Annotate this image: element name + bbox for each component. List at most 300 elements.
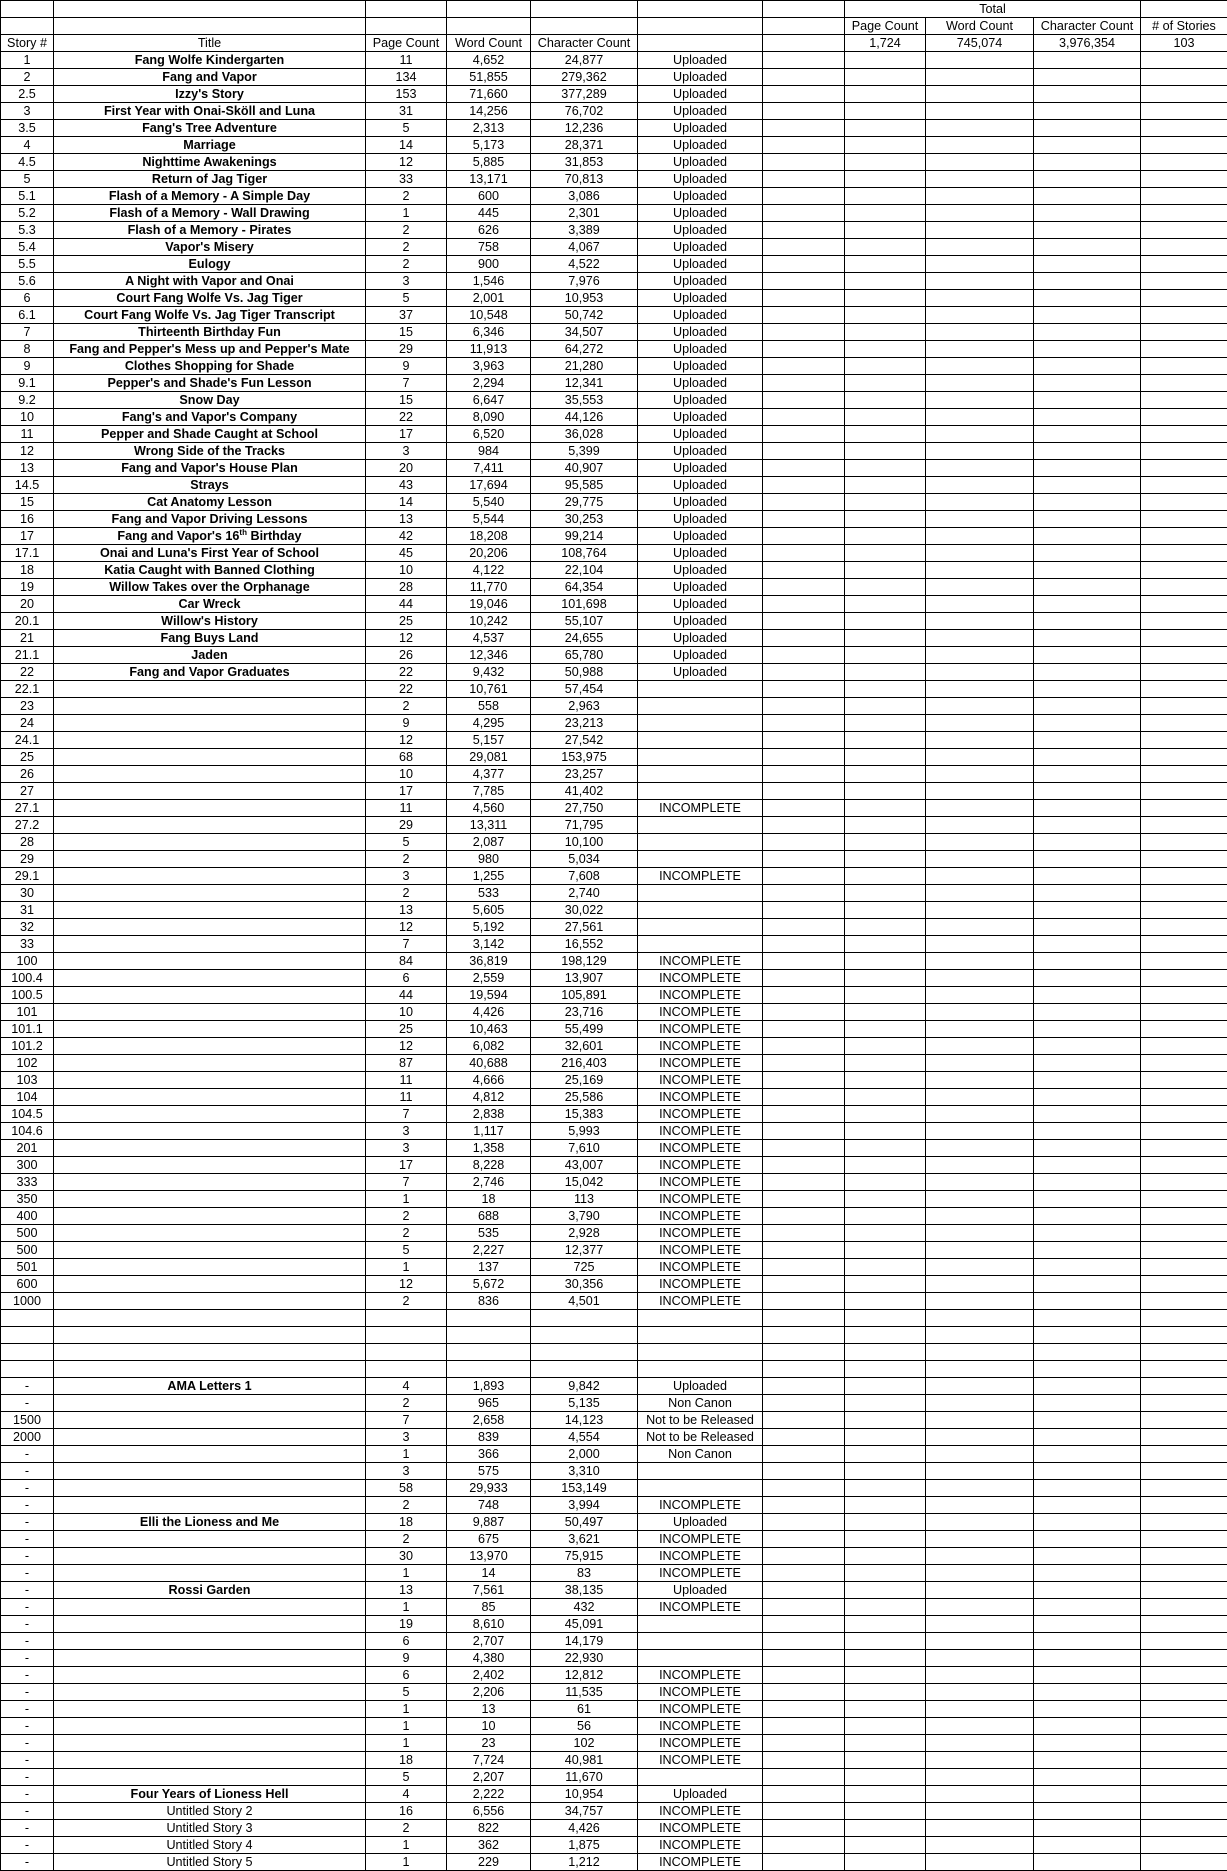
empty-cell[interactable] xyxy=(1141,1344,1227,1361)
empty-cell[interactable] xyxy=(763,171,845,188)
empty-cell[interactable] xyxy=(845,1803,926,1820)
status-cell[interactable]: Uploaded xyxy=(638,324,763,341)
empty-cell[interactable] xyxy=(845,1072,926,1089)
status-cell[interactable]: Uploaded xyxy=(638,375,763,392)
page-count-cell[interactable]: 3 xyxy=(366,1429,447,1446)
story-number-cell[interactable]: 100 xyxy=(1,953,54,970)
word-count-cell[interactable]: 5,605 xyxy=(447,902,531,919)
story-number-cell[interactable]: - xyxy=(1,1446,54,1463)
story-number-cell[interactable]: - xyxy=(1,1582,54,1599)
character-count-cell[interactable]: 4,554 xyxy=(531,1429,638,1446)
word-count-cell[interactable]: 5,157 xyxy=(447,732,531,749)
empty-cell[interactable] xyxy=(845,1174,926,1191)
story-number-cell[interactable]: - xyxy=(1,1854,54,1871)
status-cell[interactable]: Uploaded xyxy=(638,358,763,375)
empty-cell[interactable] xyxy=(763,1004,845,1021)
empty-cell[interactable] xyxy=(926,681,1034,698)
story-number-cell[interactable]: - xyxy=(1,1514,54,1531)
story-number-cell[interactable]: 6 xyxy=(1,290,54,307)
empty-cell[interactable] xyxy=(1034,868,1141,885)
empty-cell[interactable] xyxy=(763,1242,845,1259)
empty-cell[interactable] xyxy=(763,375,845,392)
word-count-cell[interactable]: 71,660 xyxy=(447,86,531,103)
empty-cell[interactable] xyxy=(845,562,926,579)
empty-cell[interactable] xyxy=(1034,783,1141,800)
word-count-cell[interactable]: 7,724 xyxy=(447,1752,531,1769)
empty-cell[interactable] xyxy=(845,1225,926,1242)
empty-cell[interactable] xyxy=(1034,392,1141,409)
empty-cell[interactable] xyxy=(1141,1293,1227,1310)
empty-cell[interactable] xyxy=(1034,324,1141,341)
empty-cell[interactable] xyxy=(763,647,845,664)
word-count-cell[interactable]: 13,970 xyxy=(447,1548,531,1565)
empty-cell[interactable] xyxy=(845,1208,926,1225)
empty-cell[interactable] xyxy=(926,409,1034,426)
title-cell[interactable]: Court Fang Wolfe Vs. Jag Tiger xyxy=(54,290,366,307)
empty-cell[interactable] xyxy=(926,885,1034,902)
empty-cell[interactable] xyxy=(1034,1446,1141,1463)
character-count-cell[interactable]: 10,100 xyxy=(531,834,638,851)
word-count-cell[interactable]: 2,227 xyxy=(447,1242,531,1259)
empty-cell[interactable] xyxy=(763,1650,845,1667)
word-count-cell[interactable]: 29,933 xyxy=(447,1480,531,1497)
story-number-cell[interactable]: 27.2 xyxy=(1,817,54,834)
status-cell[interactable]: INCOMPLETE xyxy=(638,1123,763,1140)
title-cell[interactable] xyxy=(54,1446,366,1463)
word-count-cell[interactable]: 10,242 xyxy=(447,613,531,630)
empty-cell[interactable] xyxy=(763,953,845,970)
empty-cell[interactable] xyxy=(845,273,926,290)
status-cell[interactable]: Uploaded xyxy=(638,222,763,239)
character-count-cell[interactable]: 9,842 xyxy=(531,1378,638,1395)
story-number-cell[interactable]: 6.1 xyxy=(1,307,54,324)
word-count-cell[interactable]: 12,346 xyxy=(447,647,531,664)
story-number-cell[interactable]: 22.1 xyxy=(1,681,54,698)
empty-cell[interactable] xyxy=(926,1565,1034,1582)
character-count-cell[interactable]: 41,402 xyxy=(531,783,638,800)
status-cell[interactable] xyxy=(638,1650,763,1667)
empty-cell[interactable] xyxy=(1141,1276,1227,1293)
empty-cell[interactable] xyxy=(1034,69,1141,86)
empty-cell[interactable] xyxy=(845,1395,926,1412)
word-count-cell[interactable]: 2,294 xyxy=(447,375,531,392)
character-count-cell[interactable]: 4,522 xyxy=(531,256,638,273)
page-count-cell[interactable]: 2 xyxy=(366,256,447,273)
title-cell[interactable] xyxy=(54,528,366,545)
word-count-cell[interactable]: 6,082 xyxy=(447,1038,531,1055)
empty-cell[interactable] xyxy=(845,1242,926,1259)
empty-cell[interactable] xyxy=(1141,511,1227,528)
empty-cell[interactable] xyxy=(763,1038,845,1055)
empty-cell[interactable] xyxy=(763,1463,845,1480)
page-count-cell[interactable]: 37 xyxy=(366,307,447,324)
story-number-cell[interactable]: 5 xyxy=(1,171,54,188)
character-count-cell[interactable]: 153,975 xyxy=(531,749,638,766)
story-number-cell[interactable]: - xyxy=(1,1599,54,1616)
word-count-cell[interactable]: 2,402 xyxy=(447,1667,531,1684)
empty-cell[interactable] xyxy=(926,1837,1034,1854)
word-count-cell[interactable]: 14 xyxy=(447,1565,531,1582)
empty-cell[interactable] xyxy=(845,545,926,562)
empty-cell[interactable] xyxy=(1034,1378,1141,1395)
empty-cell[interactable] xyxy=(845,1684,926,1701)
word-count-cell[interactable]: 85 xyxy=(447,1599,531,1616)
title-cell[interactable]: Court Fang Wolfe Vs. Jag Tiger Transcript xyxy=(54,307,366,324)
page-count-cell[interactable]: 1 xyxy=(366,1735,447,1752)
empty-cell[interactable] xyxy=(845,1327,926,1344)
character-count-cell[interactable]: 27,542 xyxy=(531,732,638,749)
empty-cell[interactable] xyxy=(763,188,845,205)
empty-cell[interactable] xyxy=(845,239,926,256)
empty-cell[interactable] xyxy=(763,409,845,426)
character-count-cell[interactable]: 3,994 xyxy=(531,1497,638,1514)
word-count-cell[interactable]: 5,173 xyxy=(447,137,531,154)
empty-cell[interactable] xyxy=(845,511,926,528)
empty-cell[interactable] xyxy=(845,1157,926,1174)
empty-cell[interactable] xyxy=(926,426,1034,443)
status-cell[interactable] xyxy=(638,681,763,698)
empty-cell[interactable] xyxy=(1034,630,1141,647)
character-count-cell[interactable]: 3,389 xyxy=(531,222,638,239)
title-cell[interactable]: Untitled Story 4 xyxy=(54,1837,366,1854)
empty-cell[interactable] xyxy=(1141,1412,1227,1429)
title-cell[interactable] xyxy=(54,953,366,970)
page-count-cell[interactable]: 134 xyxy=(366,69,447,86)
empty-cell[interactable] xyxy=(763,341,845,358)
title-cell[interactable]: Clothes Shopping for Shade xyxy=(54,358,366,375)
empty-cell[interactable] xyxy=(926,1514,1034,1531)
status-cell[interactable] xyxy=(638,1463,763,1480)
story-number-cell[interactable]: 32 xyxy=(1,919,54,936)
character-count-cell[interactable]: 76,702 xyxy=(531,103,638,120)
word-count-cell[interactable]: 900 xyxy=(447,256,531,273)
status-cell[interactable]: Uploaded xyxy=(638,545,763,562)
page-count-cell[interactable]: 22 xyxy=(366,664,447,681)
total-words-header[interactable]: Word Count xyxy=(926,18,1034,35)
empty-cell[interactable] xyxy=(763,324,845,341)
page-count-cell[interactable]: 11 xyxy=(366,1089,447,1106)
story-number-cell[interactable]: 102 xyxy=(1,1055,54,1072)
empty-cell[interactable] xyxy=(1034,52,1141,69)
word-count-cell[interactable]: 4,560 xyxy=(447,800,531,817)
page-count-cell[interactable]: 12 xyxy=(366,732,447,749)
story-number-cell[interactable]: 4 xyxy=(1,137,54,154)
character-count-cell[interactable]: 44,126 xyxy=(531,409,638,426)
title-cell[interactable]: AMA Letters 1 xyxy=(54,1378,366,1395)
empty-cell[interactable] xyxy=(926,188,1034,205)
empty-cell[interactable] xyxy=(1141,817,1227,834)
status-cell[interactable]: INCOMPLETE xyxy=(638,1497,763,1514)
character-count-cell[interactable]: 64,354 xyxy=(531,579,638,596)
character-count-cell[interactable]: 50,988 xyxy=(531,664,638,681)
page-count-cell[interactable]: 19 xyxy=(366,1616,447,1633)
status-cell[interactable]: INCOMPLETE xyxy=(638,1803,763,1820)
page-count-cell[interactable]: 1 xyxy=(366,1854,447,1871)
empty-cell[interactable] xyxy=(1141,1089,1227,1106)
page-count-cell[interactable]: 2 xyxy=(366,698,447,715)
character-count-cell[interactable]: 14,179 xyxy=(531,1633,638,1650)
empty-cell[interactable] xyxy=(1141,851,1227,868)
empty-cell[interactable] xyxy=(763,1378,845,1395)
empty-cell[interactable] xyxy=(763,69,845,86)
word-count-cell[interactable]: 7,785 xyxy=(447,783,531,800)
page-count-cell[interactable]: 29 xyxy=(366,341,447,358)
empty-cell[interactable] xyxy=(926,1055,1034,1072)
empty-cell[interactable] xyxy=(1034,800,1141,817)
empty-cell[interactable] xyxy=(1034,1004,1141,1021)
empty-cell[interactable] xyxy=(926,154,1034,171)
story-number-cell[interactable]: 5.5 xyxy=(1,256,54,273)
title-cell[interactable] xyxy=(54,1208,366,1225)
story-number-cell[interactable]: 9.2 xyxy=(1,392,54,409)
empty-cell[interactable] xyxy=(763,1276,845,1293)
page-count-cell[interactable]: 10 xyxy=(366,1004,447,1021)
word-count-cell[interactable]: 1,893 xyxy=(447,1378,531,1395)
empty-cell[interactable] xyxy=(926,715,1034,732)
empty-cell[interactable] xyxy=(1141,1565,1227,1582)
character-count-cell[interactable]: 50,742 xyxy=(531,307,638,324)
page-count-cell[interactable]: 44 xyxy=(366,987,447,1004)
empty-cell[interactable] xyxy=(1141,647,1227,664)
word-count-cell[interactable]: 758 xyxy=(447,239,531,256)
empty-cell[interactable] xyxy=(1034,460,1141,477)
empty-cell[interactable] xyxy=(845,1038,926,1055)
empty-cell[interactable] xyxy=(1034,1429,1141,1446)
story-number-cell[interactable]: - xyxy=(1,1480,54,1497)
character-count-cell[interactable]: 23,213 xyxy=(531,715,638,732)
empty-cell[interactable] xyxy=(1034,1327,1141,1344)
empty-cell[interactable] xyxy=(926,86,1034,103)
word-count-cell[interactable]: 558 xyxy=(447,698,531,715)
empty-cell[interactable] xyxy=(845,732,926,749)
status-cell[interactable]: INCOMPLETE xyxy=(638,1106,763,1123)
empty-cell[interactable] xyxy=(1141,120,1227,137)
empty-cell[interactable] xyxy=(845,1089,926,1106)
status-cell[interactable] xyxy=(638,885,763,902)
empty-cell[interactable] xyxy=(763,970,845,987)
empty-cell[interactable] xyxy=(926,1633,1034,1650)
page-count-cell[interactable]: 7 xyxy=(366,375,447,392)
page-count-cell[interactable]: 6 xyxy=(366,1667,447,1684)
word-count-cell[interactable]: 6,647 xyxy=(447,392,531,409)
page-count-cell[interactable]: 1 xyxy=(366,205,447,222)
empty-cell[interactable] xyxy=(1,1327,54,1344)
empty-cell[interactable] xyxy=(763,511,845,528)
title-cell[interactable] xyxy=(54,970,366,987)
empty-cell[interactable] xyxy=(1141,885,1227,902)
story-number-cell[interactable]: - xyxy=(1,1616,54,1633)
empty-cell[interactable] xyxy=(763,1055,845,1072)
page-count-cell[interactable]: 153 xyxy=(366,86,447,103)
empty-cell[interactable] xyxy=(1141,239,1227,256)
empty-cell[interactable] xyxy=(845,86,926,103)
story-number-cell[interactable]: 600 xyxy=(1,1276,54,1293)
title-cell[interactable] xyxy=(54,1395,366,1412)
empty-cell[interactable] xyxy=(1141,681,1227,698)
total-stories-header[interactable]: # of Stories xyxy=(1141,18,1227,35)
title-cell[interactable] xyxy=(54,1667,366,1684)
empty-cell[interactable] xyxy=(1034,817,1141,834)
story-number-cell[interactable]: 100.4 xyxy=(1,970,54,987)
word-count-cell[interactable]: 4,122 xyxy=(447,562,531,579)
title-cell[interactable]: Pepper's and Shade's Fun Lesson xyxy=(54,375,366,392)
character-count-cell[interactable]: 50,497 xyxy=(531,1514,638,1531)
empty-cell[interactable] xyxy=(1141,834,1227,851)
status-cell[interactable] xyxy=(638,851,763,868)
page-count-cell[interactable]: 12 xyxy=(366,1038,447,1055)
title-cell[interactable] xyxy=(54,1701,366,1718)
empty-cell[interactable] xyxy=(845,987,926,1004)
empty-cell[interactable] xyxy=(1034,1667,1141,1684)
status-cell[interactable]: Uploaded xyxy=(638,596,763,613)
page-count-cell[interactable]: 14 xyxy=(366,494,447,511)
character-count-cell[interactable]: 83 xyxy=(531,1565,638,1582)
word-count-cell[interactable]: 575 xyxy=(447,1463,531,1480)
character-count-cell[interactable]: 105,891 xyxy=(531,987,638,1004)
empty-cell[interactable] xyxy=(366,1344,447,1361)
empty-cell[interactable] xyxy=(926,664,1034,681)
character-count-cell[interactable]: 11,535 xyxy=(531,1684,638,1701)
page-count-cell[interactable]: 1 xyxy=(366,1837,447,1854)
empty-cell[interactable] xyxy=(638,1361,763,1378)
word-count-cell[interactable]: 2,001 xyxy=(447,290,531,307)
empty-cell[interactable] xyxy=(1034,205,1141,222)
word-count-cell[interactable]: 8,610 xyxy=(447,1616,531,1633)
title-cell[interactable]: Eulogy xyxy=(54,256,366,273)
empty-cell[interactable] xyxy=(845,579,926,596)
title-cell[interactable] xyxy=(54,783,366,800)
empty-cell[interactable] xyxy=(1034,1157,1141,1174)
character-count-cell[interactable]: 3,790 xyxy=(531,1208,638,1225)
total-words-value[interactable]: 745,074 xyxy=(926,35,1034,52)
empty-cell[interactable] xyxy=(1034,171,1141,188)
title-cell[interactable]: Fang Wolfe Kindergarten xyxy=(54,52,366,69)
word-count-cell[interactable]: 14,256 xyxy=(447,103,531,120)
page-count-cell[interactable]: 5 xyxy=(366,120,447,137)
word-count-cell[interactable]: 362 xyxy=(447,1837,531,1854)
word-count-cell[interactable]: 980 xyxy=(447,851,531,868)
character-count-cell[interactable]: 12,341 xyxy=(531,375,638,392)
empty-cell[interactable] xyxy=(1034,698,1141,715)
word-count-cell[interactable]: 19,594 xyxy=(447,987,531,1004)
empty-cell[interactable] xyxy=(1141,528,1227,545)
empty-cell[interactable] xyxy=(1141,1650,1227,1667)
story-number-cell[interactable]: 501 xyxy=(1,1259,54,1276)
empty-cell[interactable] xyxy=(845,188,926,205)
empty-cell[interactable] xyxy=(1141,1327,1227,1344)
word-count-cell[interactable]: 4,652 xyxy=(447,52,531,69)
empty-cell[interactable] xyxy=(763,868,845,885)
story-number-cell[interactable]: - xyxy=(1,1803,54,1820)
empty-cell[interactable] xyxy=(1141,868,1227,885)
story-number-cell[interactable]: 9.1 xyxy=(1,375,54,392)
empty-cell[interactable] xyxy=(1034,1361,1141,1378)
title-cell[interactable] xyxy=(54,1259,366,1276)
status-cell[interactable]: INCOMPLETE xyxy=(638,1225,763,1242)
story-number-cell[interactable]: 33 xyxy=(1,936,54,953)
title-cell[interactable]: Untitled Story 3 xyxy=(54,1820,366,1837)
story-number-cell[interactable]: 17 xyxy=(1,528,54,545)
page-count-cell[interactable]: 2 xyxy=(366,239,447,256)
empty-cell[interactable] xyxy=(763,919,845,936)
title-cell[interactable] xyxy=(54,987,366,1004)
empty-cell[interactable] xyxy=(926,1378,1034,1395)
title-cell[interactable] xyxy=(54,851,366,868)
story-number-cell[interactable]: 5.4 xyxy=(1,239,54,256)
story-number-cell[interactable]: 500 xyxy=(1,1242,54,1259)
empty-cell[interactable] xyxy=(845,800,926,817)
empty-cell[interactable] xyxy=(926,1106,1034,1123)
status-cell[interactable]: Uploaded xyxy=(638,1582,763,1599)
empty-cell[interactable] xyxy=(1034,1140,1141,1157)
empty-cell[interactable] xyxy=(1034,511,1141,528)
empty-cell[interactable] xyxy=(926,749,1034,766)
story-number-cell[interactable]: - xyxy=(1,1701,54,1718)
story-number-cell[interactable]: 26 xyxy=(1,766,54,783)
empty-cell[interactable] xyxy=(1141,1378,1227,1395)
empty-cell[interactable] xyxy=(926,1123,1034,1140)
empty-cell[interactable] xyxy=(1034,681,1141,698)
empty-cell[interactable] xyxy=(1141,1004,1227,1021)
empty-cell[interactable] xyxy=(926,358,1034,375)
empty-cell[interactable] xyxy=(845,120,926,137)
page-count-cell[interactable]: 12 xyxy=(366,1276,447,1293)
title-cell[interactable] xyxy=(54,1140,366,1157)
empty-cell[interactable] xyxy=(926,1361,1034,1378)
empty-cell[interactable] xyxy=(845,1293,926,1310)
empty-cell[interactable] xyxy=(926,630,1034,647)
empty-cell[interactable] xyxy=(1141,1616,1227,1633)
character-count-cell[interactable]: 7,610 xyxy=(531,1140,638,1157)
empty-cell[interactable] xyxy=(1034,154,1141,171)
story-number-cell[interactable]: 3.5 xyxy=(1,120,54,137)
title-cell[interactable] xyxy=(54,1735,366,1752)
status-cell[interactable]: Uploaded xyxy=(638,664,763,681)
empty-cell[interactable] xyxy=(845,1378,926,1395)
empty-cell[interactable] xyxy=(845,154,926,171)
empty-cell[interactable] xyxy=(763,1497,845,1514)
empty-cell[interactable] xyxy=(1141,256,1227,273)
empty-cell[interactable] xyxy=(1034,1242,1141,1259)
empty-cell[interactable] xyxy=(763,1293,845,1310)
empty-cell[interactable] xyxy=(845,1854,926,1871)
word-count-cell[interactable]: 137 xyxy=(447,1259,531,1276)
status-cell[interactable]: INCOMPLETE xyxy=(638,1174,763,1191)
empty-cell[interactable] xyxy=(845,681,926,698)
word-count-cell[interactable]: 822 xyxy=(447,1820,531,1837)
empty-cell[interactable] xyxy=(845,1344,926,1361)
story-number-cell[interactable]: - xyxy=(1,1463,54,1480)
empty-cell[interactable] xyxy=(1034,137,1141,154)
word-count-cell[interactable]: 688 xyxy=(447,1208,531,1225)
empty-cell[interactable] xyxy=(845,885,926,902)
page-count-cell[interactable]: 58 xyxy=(366,1480,447,1497)
empty-cell[interactable] xyxy=(1034,970,1141,987)
empty-cell[interactable] xyxy=(1141,205,1227,222)
empty-cell[interactable] xyxy=(763,1140,845,1157)
story-number-cell[interactable]: 21.1 xyxy=(1,647,54,664)
word-count-cell[interactable]: 10,463 xyxy=(447,1021,531,1038)
character-count-cell[interactable]: 1,212 xyxy=(531,1854,638,1871)
character-count-cell[interactable]: 12,236 xyxy=(531,120,638,137)
empty-cell[interactable] xyxy=(1034,1735,1141,1752)
story-number-cell[interactable]: 12 xyxy=(1,443,54,460)
page-count-cell[interactable]: 3 xyxy=(366,273,447,290)
empty-cell[interactable] xyxy=(926,1191,1034,1208)
empty-cell[interactable] xyxy=(1141,358,1227,375)
empty-cell[interactable] xyxy=(926,1225,1034,1242)
character-count-cell[interactable]: 16,552 xyxy=(531,936,638,953)
